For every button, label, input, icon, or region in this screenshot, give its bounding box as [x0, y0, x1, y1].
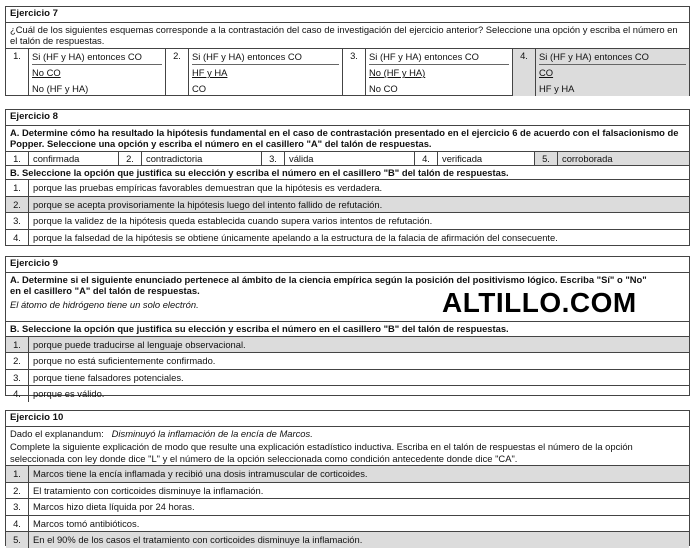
option-b-2[interactable]	[6, 196, 689, 213]
option-line: No CO	[369, 82, 398, 94]
option-4[interactable]	[536, 49, 689, 97]
exercise-10	[5, 410, 690, 546]
option-line: No (HF y HA)	[32, 82, 89, 94]
option-label: porque se acepta provisoriamente la hipótesis luego del intento fallido de refutación.	[33, 198, 383, 210]
option-number: 4.	[6, 516, 29, 532]
option-line: Si (HF y HA) entonces CO	[32, 49, 162, 66]
option-line: HF y HA	[192, 67, 228, 79]
option-label: porque tiene falsadores potenciales.	[33, 371, 184, 383]
option-label: Marcos hizo dieta líquida por 24 horas.	[33, 501, 195, 513]
option-a-2[interactable]: contradictoria	[142, 152, 262, 165]
option-label: porque la falsedad de la hipótesis se obtiene únicamente apelando a la estructura de la falacia de afirmación del consecuente.	[33, 231, 558, 243]
exercise-9-part-b: B. Seleccione la opción que justifica su elección y escriba el número en el casillero "B" del talón de respuestas.	[6, 321, 689, 335]
option-3[interactable]	[366, 49, 513, 97]
option-number: 4.	[6, 230, 29, 246]
option-2[interactable]	[189, 49, 343, 97]
option-number: 2.	[6, 353, 29, 369]
exercise-7	[5, 6, 690, 96]
option-label: El tratamiento con corticoides disminuye la inflamación.	[33, 484, 264, 496]
option-b-1[interactable]	[6, 179, 689, 196]
option-number: 3.	[262, 152, 285, 165]
exercise-8-title: Ejercicio 8	[6, 110, 689, 126]
exercise-7-title: Ejercicio 7	[6, 7, 689, 23]
exercise-8-options-a	[6, 151, 689, 165]
option-line: CO	[539, 67, 554, 79]
exercise-9-part-a: A. Determine si el siguiente enunciado pertenece al ámbito de la ciencia empírica según la posición del positivismo lógico. Escriba "Sí" o "No" en el casillero "A" del talón de respuestas.	[10, 273, 647, 297]
option-b-3[interactable]	[6, 212, 689, 229]
option-number: 3.	[6, 499, 29, 515]
exercise-8-part-a: A. Determine cómo ha resultado la hipótesis fundamental en el caso de contrastación presentado en el ejercicio 6 de acuerdo con el falsacionismo de Popper. Seleccione una opción y escriba el número en el casillero "A" del talón de respuestas.	[10, 126, 679, 150]
option-label: porque no está suficientemente confirmado.	[33, 355, 216, 367]
option-number: 1.	[6, 152, 29, 165]
option-4[interactable]	[6, 515, 689, 532]
option-label: porque es válido.	[33, 388, 105, 400]
option-number: 1.	[6, 337, 29, 353]
option-number: 4.	[415, 152, 438, 165]
option-number: 2.	[6, 197, 29, 213]
option-number: 5.	[6, 532, 29, 548]
option-number: 4.	[6, 386, 29, 402]
option-label: Marcos tomó antibióticos.	[33, 517, 140, 529]
option-1[interactable]	[6, 465, 689, 482]
option-a-1[interactable]: confirmada	[29, 152, 119, 165]
option-a-5[interactable]: corroborada	[558, 152, 689, 165]
option-a-4[interactable]: verificada	[438, 152, 535, 165]
exercise-9-title: Ejercicio 9	[6, 257, 689, 273]
option-line: HF y HA	[539, 82, 575, 94]
option-number: 3.	[343, 49, 366, 97]
exercise-10-title: Ejercicio 10	[6, 411, 689, 427]
explanandum-label: Dado el explanandum:	[10, 427, 104, 439]
option-number: 4.	[513, 49, 536, 97]
option-number: 1.	[6, 49, 29, 97]
option-label: porque puede traducirse al lenguaje observacional.	[33, 338, 246, 350]
option-3[interactable]	[6, 498, 689, 515]
option-5[interactable]	[6, 531, 689, 548]
option-b-3[interactable]	[6, 369, 689, 386]
explanandum-text: Disminuyó la inflamación de la encía de Marcos.	[111, 427, 313, 439]
exercise-7-question: ¿Cuál de los siguientes esquemas corresponde a la contrastación del caso de investigación del ejercicio anterior? Seleccione una opción y escriba el número en el talón de respuestas.	[10, 23, 678, 47]
exercise-10-explanandum	[6, 427, 689, 440]
option-number: 1.	[6, 466, 29, 482]
option-2[interactable]	[6, 482, 689, 499]
exercise-9	[5, 256, 690, 400]
exercise-8-part-b: B. Seleccione la opción que justifica su elección y escriba el número en el casillero "B" del talón de respuestas.	[6, 165, 689, 179]
exercise-7-options	[6, 48, 689, 97]
option-number: 1.	[6, 180, 29, 196]
option-number: 5.	[535, 152, 558, 165]
option-line: Si (HF y HA) entonces CO	[369, 49, 509, 66]
exercise-9-statement: El átomo de hidrógeno tiene un solo electrón.	[10, 298, 199, 310]
option-line: No CO	[32, 67, 61, 79]
option-b-2[interactable]	[6, 352, 689, 369]
option-number: 3.	[6, 213, 29, 229]
option-b-1[interactable]	[6, 336, 689, 353]
option-label: porque la validez de la hipótesis queda establecida cuando supera varios intentos de refutación.	[33, 215, 433, 227]
exercise-10-instructions: Complete la siguiente explicación de modo que resulte una explicación estadístico inductiva. Escriba en el talón de respuestas el número de la opción seleccionada con ley donde dice "L" y el número de la opción seleccionada como condición antecedente donde dice "CA".	[10, 441, 633, 464]
option-b-4[interactable]	[6, 229, 689, 246]
option-line: Si (HF y HA) entonces CO	[192, 49, 339, 66]
option-b-4[interactable]	[6, 385, 689, 402]
option-line: No (HF y HA)	[369, 67, 426, 79]
option-1[interactable]	[29, 49, 166, 97]
option-label: En el 90% de los casos el tratamiento con corticoides disminuye la inflamación.	[33, 534, 363, 546]
option-number: 3.	[6, 370, 29, 386]
option-a-3[interactable]: válida	[285, 152, 415, 165]
option-label: Marcos tiene la encía inflamada y recibió una dosis intramuscular de corticoides.	[33, 468, 368, 480]
option-number: 2.	[6, 483, 29, 499]
exercise-8	[5, 109, 690, 246]
option-number: 2.	[166, 49, 189, 97]
option-line: Si (HF y HA) entonces CO	[539, 49, 686, 66]
option-line: CO	[192, 82, 207, 94]
watermark-logo: ALTILLO.COM	[442, 287, 637, 318]
option-number: 2.	[119, 152, 142, 165]
option-label: porque las pruebas empíricas favorables demuestran que la hipótesis es verdadera.	[33, 182, 383, 194]
